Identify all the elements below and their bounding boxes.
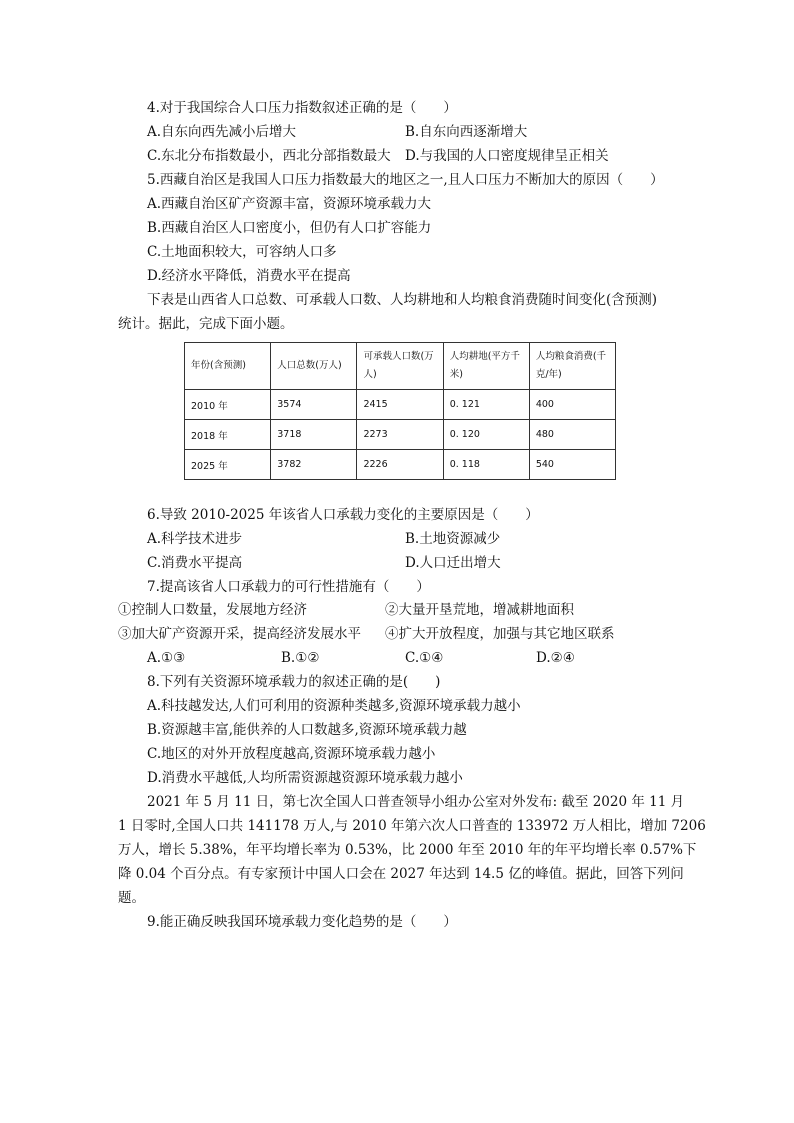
q7-option-d: D.②④ [536, 650, 575, 666]
table-cell: 0. 121 [443, 390, 529, 420]
q7-stem: 7.提高该省人口承载力的可行性措施有（ ） [147, 579, 430, 595]
q5-option-d: D.经济水平降低，消费水平在提高 [147, 268, 351, 284]
table-row [185, 450, 616, 480]
table-intro-line2: 统计。据此，完成下面小题。 [118, 316, 294, 332]
table-cell: 2273 [357, 420, 443, 450]
table-cell: 2415 [357, 390, 443, 420]
header-capacity: 可承载人口数(万人) [357, 343, 443, 390]
q7-statement-2: ②大量开垦荒地，增减耕地面积 [385, 602, 574, 618]
q8-option-d: D.消费水平越低,人均所需资源越资源环境承载力越小 [147, 770, 463, 786]
table-row [185, 420, 616, 450]
q8-stem: 8.下列有关资源环境承载力的叙述正确的是( ) [147, 674, 441, 690]
q6-option-b: B.土地资源减少 [405, 531, 501, 547]
q4-option-a: A.自东向西先减小后增大 [147, 124, 297, 140]
table-cell: 2025 年 [185, 450, 271, 480]
table-cell: 3718 [271, 420, 357, 450]
q7-statement-4: ④扩大开放程度，加强与其它地区联系 [385, 626, 615, 642]
q4-option-d: D.与我国的人口密度规律呈正相关 [405, 148, 609, 164]
census-intro-line1: 2021 年 5 月 11 日，第七次全国人口普查领导小组办公室对外发布: 截至 2020 年 11 月 [147, 794, 685, 810]
q5-option-a: A.西藏自治区矿产资源丰富，资源环境承载力大 [147, 196, 432, 212]
table-cell: 3782 [271, 450, 357, 480]
header-grain: 人均粮食消费(千克/年) [529, 343, 615, 390]
q9-stem: 9.能正确反映我国环境承载力变化趋势的是（ ） [147, 914, 457, 930]
census-intro-line2: 1 日零时,全国人口共 141178 万人,与 2010 年第六次人口普查的 133972 万人相比，增加 7206 [118, 818, 706, 834]
table-cell: 0. 118 [443, 450, 529, 480]
table-cell: 400 [529, 390, 615, 420]
q7-statement-3: ③加大矿产资源开采，提高经济发展水平 [118, 626, 361, 642]
table-row [185, 390, 616, 420]
q5-option-b: B.西藏自治区人口密度小，但仍有人口扩容能力 [147, 220, 432, 236]
q6-option-a: A.科学技术进步 [147, 531, 243, 547]
q6-stem: 6.导致 2010-2025 年该省人口承载力变化的主要原因是（ ） [147, 507, 539, 523]
population-table [184, 342, 616, 480]
census-intro-line5: 题。 [118, 890, 145, 906]
table-cell: 0. 120 [443, 420, 529, 450]
q7-option-c: C.①④ [405, 650, 444, 666]
table-cell: 2226 [357, 450, 443, 480]
q6-option-d: D.人口迁出增大 [405, 555, 501, 571]
q5-stem: 5.西藏自治区是我国人口压力指数最大的地区之一,且人口压力不断加大的原因（ ） [147, 172, 664, 188]
table-cell: 3574 [271, 390, 357, 420]
census-intro-line3: 万人，增长 5.38%，年平均增长率为 0.53%，比 2000 年至 2010 年的年平均增长率 0.57%下 [118, 842, 697, 858]
census-intro-line4: 降 0.04 个百分点。有专家预计中国人口会在 2027 年达到 14.5 亿的峰值。据此，回答下列问 [118, 866, 684, 882]
table-cell: 2010 年 [185, 390, 271, 420]
header-population: 人口总数(万人) [271, 343, 357, 390]
q7-option-b: B.①② [281, 650, 320, 666]
q7-statement-1: ①控制人口数量，发展地方经济 [118, 602, 307, 618]
table-cell: 2018 年 [185, 420, 271, 450]
table-cell: 480 [529, 420, 615, 450]
table-intro-line1: 下表是山西省人口总数、可承载人口数、人均耕地和人均粮食消费随时间变化(含预测) [147, 292, 658, 308]
q4-option-b: B.自东向西逐渐增大 [405, 124, 528, 140]
q7-option-a: A.①③ [147, 650, 186, 666]
header-year: 年份(含预测) [185, 343, 271, 390]
q8-option-c: C.地区的对外开放程度越高,资源环境承载力越小 [147, 746, 436, 762]
q4-stem: 4.对于我国综合人口压力指数叙述正确的是（ ） [147, 100, 457, 116]
table-cell: 540 [529, 450, 615, 480]
q8-option-b: B.资源越丰富,能供养的人口数越多,资源环境承载力越 [147, 722, 467, 738]
header-farmland: 人均耕地(平方千米) [443, 343, 529, 390]
q5-option-c: C.土地面积较大，可容纳人口多 [147, 244, 337, 260]
q8-option-a: A.科技越发达,人们可利用的资源种类越多,资源环境承载力越小 [147, 698, 521, 714]
table-header-row [185, 343, 616, 390]
q4-option-c: C.东北分布指数最小，西北分部指数最大 [147, 148, 391, 164]
q6-option-c: C.消费水平提高 [147, 555, 243, 571]
